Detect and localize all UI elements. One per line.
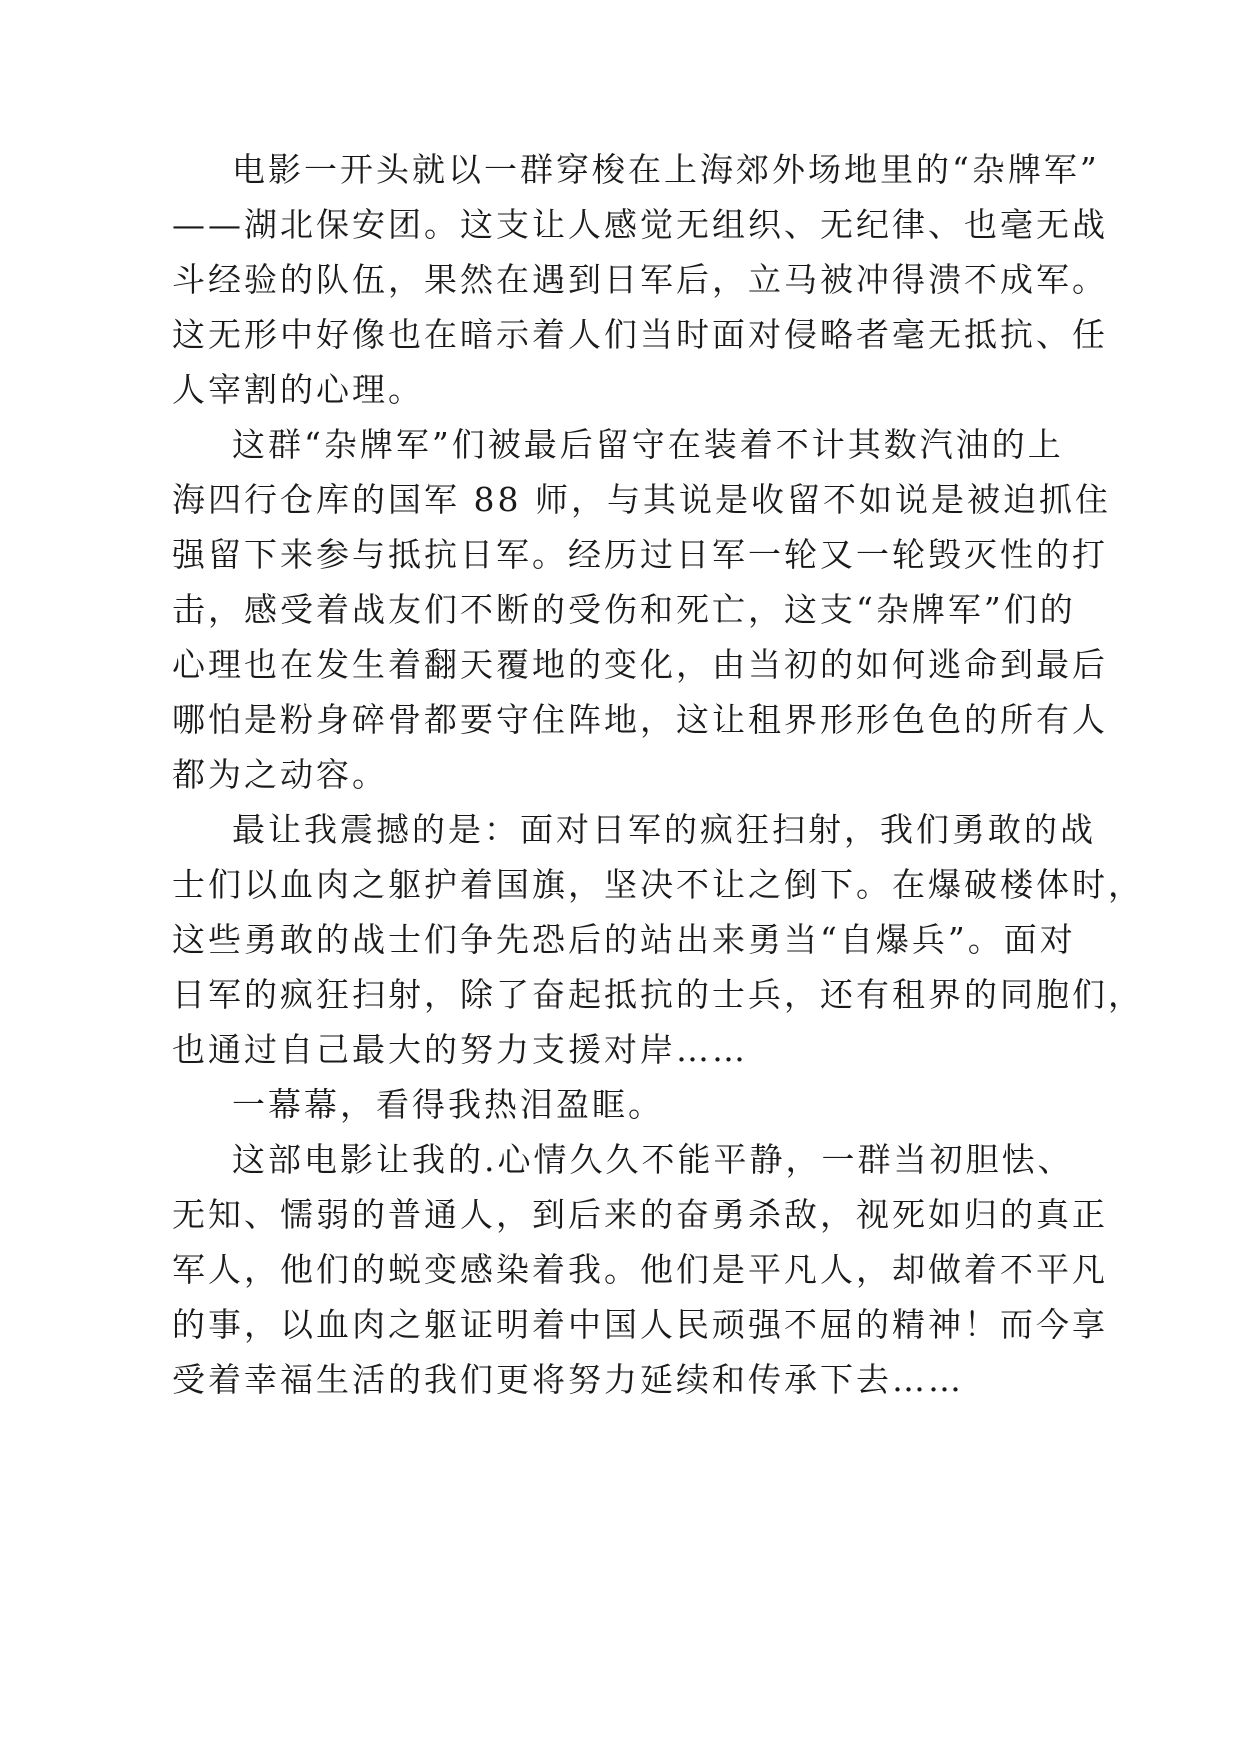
text-line: 日军的疯狂扫射，除了奋起抵抗的士兵，还有租界的同胞们， <box>172 975 1144 1014</box>
text-line: 强留下来参与抵抗日军。经历过日军一轮又一轮毁灭性的打 <box>172 535 1108 574</box>
text-line: 也通过自己最大的努力支援对岸…… <box>172 1030 748 1069</box>
text-line: 的事，以血肉之躯证明着中国人民顽强不屈的精神！而今享 <box>172 1305 1108 1344</box>
text-line: 心理也在发生着翻天覆地的变化，由当初的如何逃命到最后 <box>172 645 1108 684</box>
text-line: 这些勇敢的战士们争先恐后的站出来勇当“自爆兵”。面对 <box>172 920 1076 959</box>
text-line: 一幕幕，看得我热泪盈眶。 <box>232 1085 664 1124</box>
text-line: 这部电影让我的.心情久久不能平静，一群当初胆怯、 <box>232 1140 1074 1179</box>
text-line: 都为之动容。 <box>172 755 388 794</box>
text-line: ——湖北保安团。这支让人感觉无组织、无纪律、也毫无战 <box>172 205 1108 244</box>
text-line: 这无形中好像也在暗示着人们当时面对侵略者毫无抵抗、任 <box>172 315 1108 354</box>
text-line: 哪怕是粉身碎骨都要守住阵地，这让租界形形色色的所有人 <box>172 700 1108 739</box>
text-line: 人宰割的心理。 <box>172 370 424 409</box>
text-line: 士们以血肉之躯护着国旗，坚决不让之倒下。在爆破楼体时， <box>172 865 1144 904</box>
text-line: 无知、懦弱的普通人，到后来的奋勇杀敌，视死如归的真正 <box>172 1195 1108 1234</box>
text-line: 受着幸福生活的我们更将努力延续和传承下去…… <box>172 1360 964 1399</box>
text-line: 击，感受着战友们不断的受伤和死亡，这支“杂牌军”们的 <box>172 590 1076 629</box>
text-line: 电影一开头就以一群穿梭在上海郊外场地里的“杂牌军” <box>232 150 1100 189</box>
text-line: 斗经验的队伍，果然在遇到日军后，立马被冲得溃不成军。 <box>172 260 1108 299</box>
text-line: 这群“杂牌军”们被最后留守在装着不计其数汽油的上 <box>232 425 1064 464</box>
text-line: 最让我震撼的是：面对日军的疯狂扫射，我们勇敢的战 <box>232 810 1096 849</box>
text-line: 军人，他们的蜕变感染着我。他们是平凡人，却做着不平凡 <box>172 1250 1108 1289</box>
text-line: 海四行仓库的国军 88 师，与其说是收留不如说是被迫抓住 <box>172 480 1111 519</box>
